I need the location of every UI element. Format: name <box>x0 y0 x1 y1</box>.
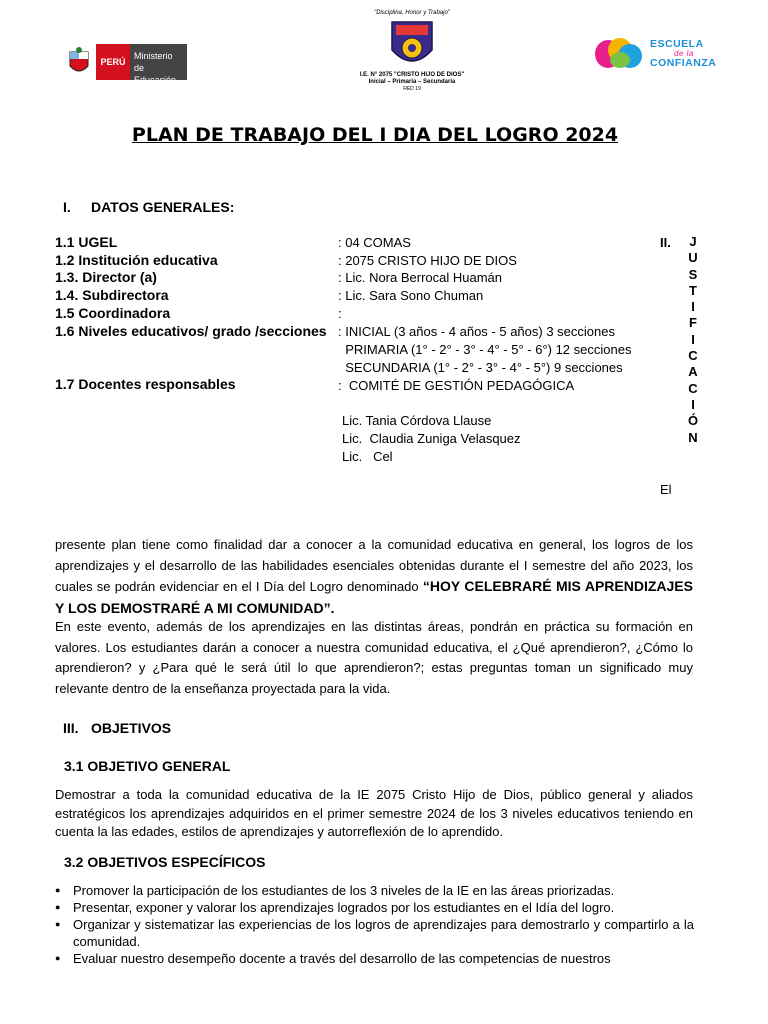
list-item: ● Presentar, exponer y valorar los aprendizajes logrados por los estudiantes en el Idía del logro. <box>55 899 694 916</box>
justification-p1-text: presente plan tiene como finalidad dar a conocer a la comunidad educativa en general, los logros de los aprendizajes y el desarrollo de las habilidades esenciales obtenidas durante el I semestre del año 2023, los cuales se podrán evidenciar en el I Día del Logro denominado <box>55 537 693 594</box>
page-title: PLAN DE TRABAJO DEL I DIA DEL LOGRO 2024 <box>131 124 619 146</box>
row-docentes-value: : COMITÉ DE GESTIÓN PEDAGÓGICA <box>338 378 575 393</box>
specific-objectives-heading: 3.2 OBJETIVOS ESPECÍFICOS <box>64 854 266 870</box>
list-item: ● Evaluar nuestro desempeño docente a través del desarrollo de las competencias de nuestros <box>55 950 694 967</box>
just-letter: A <box>688 364 698 380</box>
row-niveles-label: 1.6 Niveles educativos/ grado /secciones <box>55 323 327 339</box>
just-letter: I <box>691 299 695 315</box>
just-letter: Ó <box>687 413 699 429</box>
teacher-3: Lic. Cel <box>342 449 393 464</box>
just-letter: I <box>691 331 695 347</box>
just-letter: J <box>689 234 697 249</box>
row-ugel-value: : 04 COMAS <box>338 235 411 250</box>
escuela-confianza-logo <box>594 36 724 72</box>
justification-p1-bold: “HOY CELEBRARÉ MIS APRENDIZAJES Y LOS DEMOSTRARÉ A MI COMUNIDAD”. <box>55 578 693 616</box>
school-shield-icon <box>390 20 434 70</box>
row-niveles-inicial: : INICIAL (3 años - 4 años - 5 años) 3 secciones <box>338 324 615 339</box>
hands-icon <box>594 36 644 70</box>
general-objective-text: Demostrar a toda la comunidad educativa de la IE 2075 Cristo Hijo de Dios, público general y aliados estratégicos los aprendizajes adquiridos en el primer semestre 2024 de los 3 niveles educativos teniendo en cuenta la las edades, estilos de aprendizajes y autorreflexión de lo aprendido. <box>55 787 693 839</box>
section1-number: I. <box>63 199 71 215</box>
section2-number: II. <box>660 235 671 250</box>
just-letter: F <box>689 315 697 331</box>
row-coordinadora-label: 1.5 Coordinadora <box>55 305 171 321</box>
school-motto: "Disciplina, Honor y Trabajo" <box>374 10 450 16</box>
row-director-label: 1.3. Director (a) <box>55 269 157 285</box>
just-letter: C <box>688 380 698 396</box>
just-letter: U <box>688 250 698 266</box>
row-coordinadora-value: : <box>338 306 342 321</box>
escuela-text <box>650 38 716 69</box>
row-docentes-label: 1.7 Docentes responsables <box>55 376 236 392</box>
general-objective-heading: 3.1 OBJETIVO GENERAL <box>64 758 231 774</box>
section2-heading-vertical <box>686 234 700 446</box>
peru-coat-of-arms-icon <box>62 44 96 80</box>
justification-paragraph-1 <box>55 535 693 619</box>
section1-heading: DATOS GENERALES: <box>91 199 235 215</box>
minedu-logo <box>62 44 187 85</box>
just-letter: I <box>691 396 695 412</box>
school-levels: Inicial – Primaria – Secundaria <box>368 79 456 85</box>
escuela-line1: ESCUELA <box>650 38 704 50</box>
peru-label: PERÚ <box>96 44 130 80</box>
just-letter: N <box>688 429 698 445</box>
just-letter: T <box>689 282 697 298</box>
row-subdirectora-label: 1.4. Subdirectora <box>55 287 169 303</box>
row-director-value: : Lic. Nora Berrocal Huamán <box>338 270 503 285</box>
teacher-1: Lic. Tania Córdova Llause <box>342 413 492 428</box>
row-niveles-primaria: PRIMARIA (1° - 2° - 3° - 4° - 5° - 6°) 12 secciones <box>338 342 632 357</box>
just-letter: S <box>688 266 698 282</box>
school-name-text: I.E. N° 2075 "CRISTO HIJO DE DIOS" <box>359 72 465 78</box>
just-letter: C <box>688 348 698 364</box>
row-niveles-secundaria: SECUNDARIA (1° - 2° - 3° - 4° - 5°) 9 secciones <box>338 360 623 375</box>
row-subdirectora-value: : Lic. Sara Sono Chuman <box>338 288 484 303</box>
specific-objectives-list <box>55 882 694 967</box>
ministry-banner <box>96 44 187 85</box>
list-item: ● Promover la participación de los estudiantes de los 3 niveles de la IE en las áreas priorizadas. <box>55 882 694 899</box>
row-ie-label: 1.2 Institución educativa <box>55 252 218 268</box>
school-red: RED 19 <box>403 86 421 92</box>
school-name <box>352 72 472 86</box>
list-item: ● Organizar y sistematizar las experiencias de los logros de aprendizajes para demostrarlo y compartirlo a la comunidad. <box>55 916 694 950</box>
section3-heading: OBJETIVOS <box>91 720 172 736</box>
teacher-2: Lic. Claudia Zuniga Velasquez <box>342 431 521 446</box>
justification-paragraph-2: En este evento, además de los aprendizajes en las distintas áreas, pondrán en práctica su formación en valores. Los estudiantes darán a conocer a nuestra comunidad educativa, el ¿Qué aprendieron?, ¿Cómo lo aprendieron? y ¿Para qué le será útil lo que aprendieron?; estas preguntas toman un significado muy relevante dentro de la enseñanza proyectada para la vida. <box>55 619 693 696</box>
escuela-line3: CONFIANZA <box>650 57 717 69</box>
justification-el: El <box>660 482 672 497</box>
escuela-line2: de la <box>674 49 694 58</box>
ministry-label: Ministerio de Educación <box>134 51 177 85</box>
row-ie-value: : 2075 CRISTO HIJO DE DIOS <box>338 253 517 268</box>
section3-number: III. <box>63 720 79 736</box>
school-logo <box>352 10 472 95</box>
row-ugel-label: 1.1 UGEL <box>55 234 118 250</box>
